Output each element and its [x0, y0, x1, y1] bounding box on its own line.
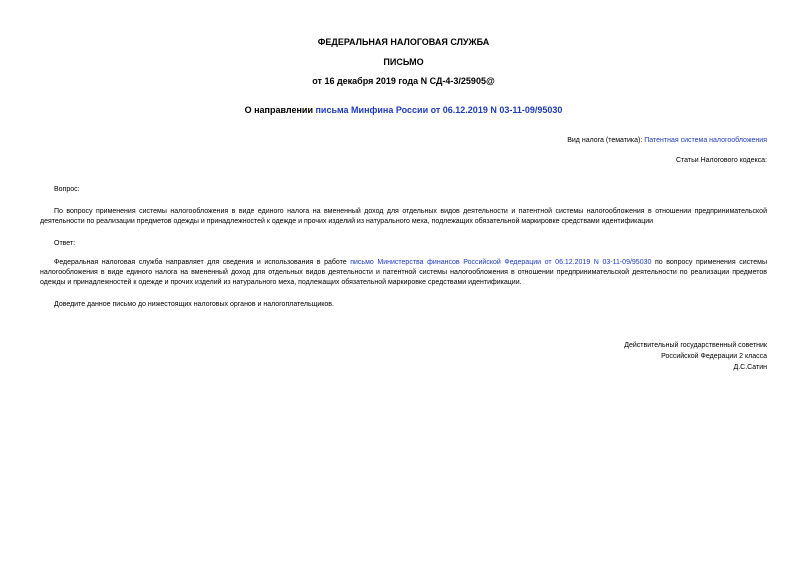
tax-code-articles: Статьи Налогового кодекса:	[675, 157, 767, 164]
answer-link[interactable]: письмо Министерства финансов Российской Федерации от 06.12.2019 N 03-11-09/95030	[350, 259, 652, 266]
document-date-number: от 16 декабря 2019 года N СД-4-3/25905@	[312, 76, 495, 86]
signature-line2: Российской Федерации 2 класса	[661, 353, 767, 360]
agency-title: ФЕДЕРАЛЬНАЯ НАЛОГОВАЯ СЛУЖБА	[317, 37, 490, 47]
instruction-text: Доведите данное письмо до нижестоящих налоговых органов и налогоплательщиков.	[54, 301, 334, 308]
subject-link[interactable]: письма Минфина России от 06.12.2019 N 03-11-09/95030	[315, 105, 563, 115]
question-text: По вопросу применения системы налогообложения в виде единого налога на вмененный доход для отдельных видов деятельности и патентной системы налогообложения в отношении предпринимательской деятельности по реализации предметов одежды и принадлежностей к одежде и прочих изделий из натурального меха, подлежащих обязательной маркировке средствами идентификации	[40, 208, 767, 226]
signature-name: Д.С.Сатин	[733, 364, 767, 371]
document-type: ПИСЬМО	[383, 57, 424, 67]
answer-text	[40, 258, 767, 289]
tax-type-line	[567, 136, 767, 146]
tax-type-label: Вид налога (тематика):	[567, 137, 645, 144]
answer-suffix: по вопросу применения системы налогообложения в виде единого налога на вмененный доход для отдельных видов деятельности и патентной системы налогообложения в отношении предпринимательской деятельности по реализации предметов одежды и принадлежностей к одежде и прочих изделий из натурального меха, подлежащих обязательной маркировке средствами идентификации.	[40, 259, 767, 287]
answer-label: Ответ:	[54, 240, 76, 247]
question-label: Вопрос:	[54, 186, 80, 193]
document-subject	[0, 104, 807, 116]
tax-type-link[interactable]: Патентная система налогообложения	[644, 137, 767, 144]
signature-line1: Действительный государственный советник	[624, 342, 767, 349]
subject-prefix: О направлении	[244, 105, 316, 115]
answer-prefix: Федеральная налоговая служба направляет для сведения и использования в работе	[54, 259, 351, 266]
